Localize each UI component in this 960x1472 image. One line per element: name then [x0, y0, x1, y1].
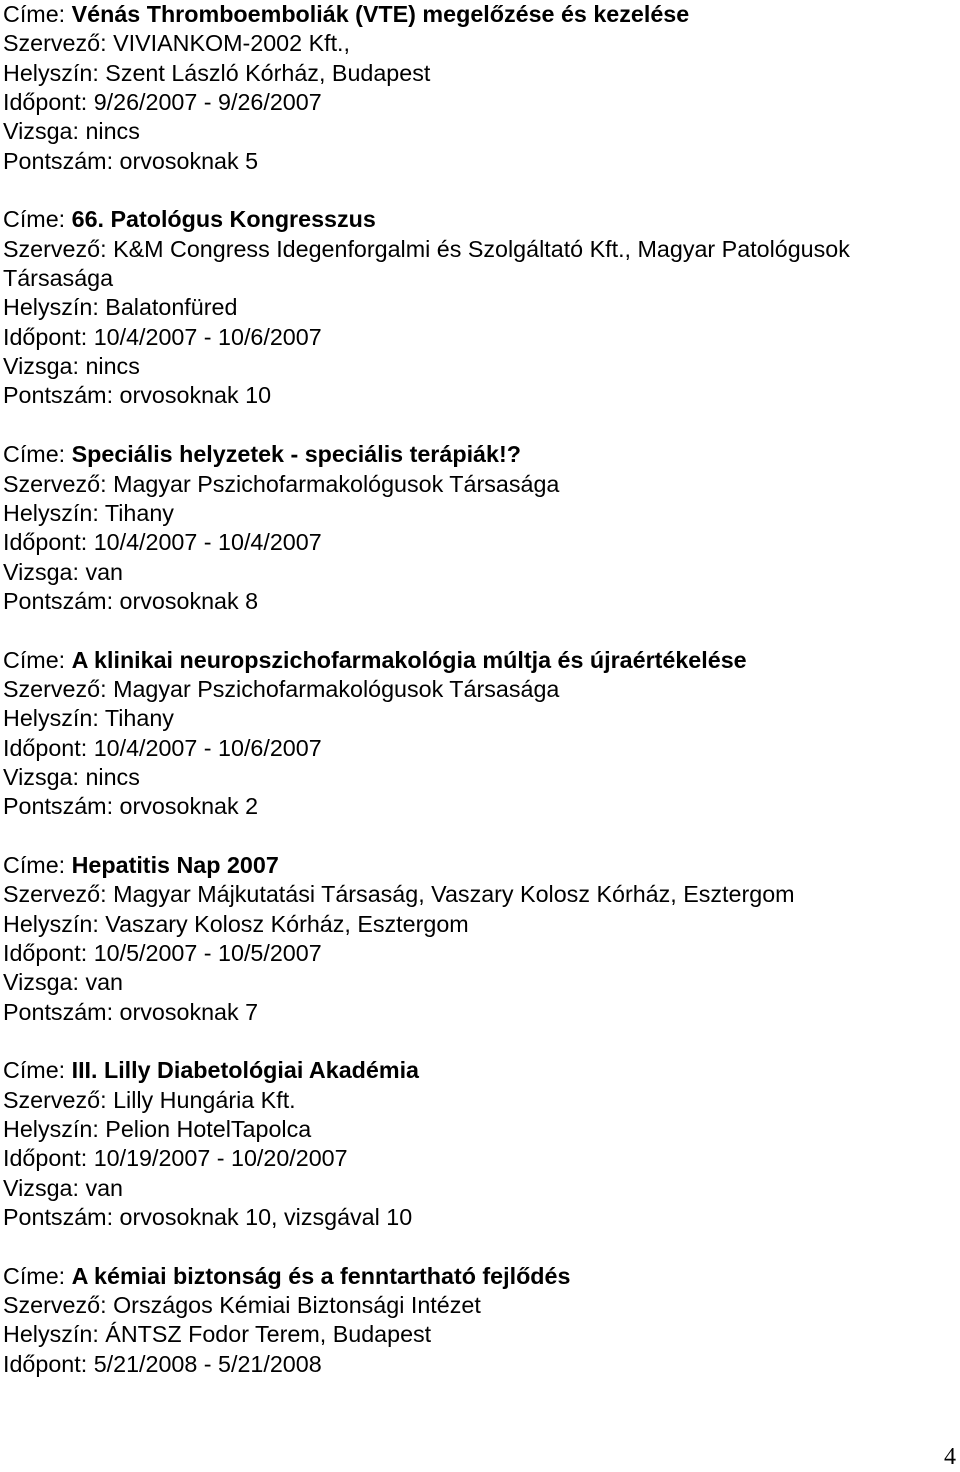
- exam-value: nincs: [85, 353, 140, 380]
- exam-label: Vizsga:: [3, 1174, 86, 1201]
- points-label: Pontszám:: [3, 998, 120, 1025]
- exam-line: [3, 117, 953, 146]
- organizer-value: K&M Congress Idegenforgalmi és Szolgáltató Kft., Magyar Patológusok Társasága: [3, 235, 850, 292]
- entry-spacer: [3, 822, 953, 851]
- course-entry: [3, 0, 953, 176]
- location-value: ÁNTSZ Fodor Terem, Budapest: [105, 1321, 432, 1348]
- organizer-line: [3, 235, 953, 294]
- organizer-line: [3, 1291, 953, 1320]
- organizer-value: Magyar Májkutatási Társaság, Vaszary Kolosz Kórház, Esztergom: [113, 881, 795, 908]
- entry-spacer: [3, 176, 953, 205]
- organizer-line: [3, 29, 953, 58]
- course-entry: [3, 440, 953, 616]
- date-line: [3, 323, 953, 352]
- location-label: Helyszín:: [3, 59, 106, 86]
- title-value: Hepatitis Nap 2007: [71, 851, 279, 878]
- points-line: [3, 1203, 953, 1232]
- location-line: [3, 293, 953, 322]
- points-value: orvosoknak 7: [119, 998, 259, 1025]
- entry-spacer: [3, 411, 953, 440]
- location-line: [3, 704, 953, 733]
- exam-label: Vizsga:: [3, 969, 86, 996]
- course-entry: [3, 1262, 953, 1379]
- date-value: 10/4/2007 - 10/4/2007: [93, 529, 322, 556]
- date-label: Időpont:: [3, 1145, 94, 1172]
- date-line: [3, 88, 953, 117]
- points-value: orvosoknak 8: [119, 587, 259, 614]
- date-label: Időpont:: [3, 734, 94, 761]
- title-line: [3, 646, 953, 675]
- page-number: 4: [944, 1444, 956, 1470]
- points-line: [3, 587, 953, 616]
- exam-line: [3, 1174, 953, 1203]
- points-label: Pontszám:: [3, 793, 120, 820]
- title-line: [3, 1056, 953, 1085]
- organizer-value: Magyar Pszichofarmakológusok Társasága: [113, 675, 560, 702]
- title-label: Címe:: [3, 206, 72, 233]
- location-value: Tihany: [104, 499, 174, 526]
- exam-value: van: [85, 1174, 124, 1201]
- points-label: Pontszám:: [3, 1204, 120, 1231]
- title-value: Vénás Thromboemboliák (VTE) megelőzése és kezelése: [71, 1, 690, 27]
- organizer-label: Szervező:: [3, 1086, 114, 1113]
- organizer-label: Szervező:: [3, 470, 114, 497]
- date-value: 5/21/2008 - 5/21/2008: [93, 1350, 322, 1377]
- location-value: Vaszary Kolosz Kórház, Esztergom: [105, 910, 469, 937]
- course-entry: [3, 851, 953, 1027]
- points-line: [3, 147, 953, 176]
- location-value: Pelion HotelTapolca: [105, 1116, 312, 1143]
- title-line: [3, 1262, 953, 1291]
- title-line: [3, 205, 953, 234]
- location-label: Helyszín:: [3, 705, 105, 732]
- entry-spacer: [3, 1232, 953, 1261]
- location-label: Helyszín:: [3, 1116, 106, 1143]
- exam-value: nincs: [85, 763, 140, 790]
- title-label: Címe:: [3, 1, 72, 27]
- title-line: [3, 0, 953, 29]
- location-line: [3, 910, 953, 939]
- points-line: [3, 381, 953, 410]
- organizer-line: [3, 1086, 953, 1115]
- organizer-label: Szervező:: [3, 675, 114, 702]
- title-value: A klinikai neuropszichofarmakológia múltja és újraértékelése: [71, 646, 747, 673]
- location-label: Helyszín:: [3, 294, 106, 321]
- title-label: Címe:: [3, 1057, 72, 1084]
- entry-spacer: [3, 1027, 953, 1056]
- organizer-label: Szervező:: [3, 235, 114, 262]
- title-value: Speciális helyzetek - speciális terápiák!?: [71, 441, 521, 468]
- date-line: [3, 528, 953, 557]
- document-body: [3, 0, 953, 1379]
- date-line: [3, 1350, 953, 1379]
- course-entry: [3, 205, 953, 410]
- date-value: 10/4/2007 - 10/6/2007: [93, 323, 322, 350]
- location-label: Helyszín:: [3, 910, 106, 937]
- points-value: orvosoknak 5: [119, 147, 259, 174]
- title-value: III. Lilly Diabetológiai Akadémia: [71, 1057, 419, 1084]
- points-label: Pontszám:: [3, 382, 120, 409]
- exam-line: [3, 763, 953, 792]
- title-line: [3, 851, 953, 880]
- date-value: 10/4/2007 - 10/6/2007: [93, 734, 322, 761]
- exam-line: [3, 968, 953, 997]
- points-value: orvosoknak 10, vizsgával 10: [119, 1204, 413, 1231]
- location-line: [3, 1115, 953, 1144]
- organizer-value: Országos Kémiai Biztonsági Intézet: [113, 1292, 481, 1319]
- exam-label: Vizsga:: [3, 353, 86, 380]
- title-label: Címe:: [3, 1262, 72, 1289]
- organizer-line: [3, 880, 953, 909]
- location-label: Helyszín:: [3, 499, 105, 526]
- points-value: orvosoknak 10: [119, 382, 272, 409]
- organizer-value: Lilly Hungária Kft.: [113, 1086, 296, 1113]
- location-line: [3, 59, 953, 88]
- exam-value: van: [85, 969, 124, 996]
- exam-line: [3, 352, 953, 381]
- organizer-label: Szervező:: [3, 1292, 114, 1319]
- exam-value: van: [85, 558, 124, 585]
- date-label: Időpont:: [3, 1350, 94, 1377]
- exam-label: Vizsga:: [3, 558, 86, 585]
- date-line: [3, 734, 953, 763]
- location-line: [3, 1320, 953, 1349]
- title-label: Címe:: [3, 646, 72, 673]
- date-label: Időpont:: [3, 323, 94, 350]
- location-line: [3, 499, 953, 528]
- date-label: Időpont:: [3, 940, 94, 966]
- points-line: [3, 998, 953, 1027]
- organizer-line: [3, 675, 953, 704]
- organizer-value: Magyar Pszichofarmakológusok Társasága: [113, 470, 560, 497]
- course-entry: [3, 1056, 953, 1232]
- location-value: Tihany: [104, 705, 174, 732]
- exam-line: [3, 558, 953, 587]
- date-line: [3, 1144, 953, 1173]
- title-label: Címe:: [3, 851, 72, 878]
- organizer-label: Szervező:: [3, 881, 114, 908]
- location-label: Helyszín:: [3, 1321, 106, 1348]
- title-value: 66. Patológus Kongresszus: [71, 206, 376, 233]
- points-value: orvosoknak 2: [119, 793, 259, 820]
- entry-spacer: [3, 616, 953, 645]
- location-value: Balatonfüred: [105, 294, 238, 321]
- points-line: [3, 792, 953, 821]
- location-value: Szent László Kórház, Budapest: [105, 59, 431, 86]
- date-value: 10/5/2007 - 10/5/2007: [93, 940, 322, 966]
- date-value: 9/26/2007 - 9/26/2007: [93, 89, 322, 116]
- exam-label: Vizsga:: [3, 763, 86, 790]
- date-label: Időpont:: [3, 89, 94, 116]
- exam-label: Vizsga:: [3, 118, 86, 145]
- organizer-value: VIVIANKOM-2002 Kft.,: [113, 30, 351, 57]
- course-entry: [3, 646, 953, 822]
- date-label: Időpont:: [3, 529, 94, 556]
- organizer-line: [3, 470, 953, 499]
- date-line: [3, 939, 953, 968]
- points-label: Pontszám:: [3, 147, 120, 174]
- title-value: A kémiai biztonság és a fenntartható fejlődés: [71, 1262, 571, 1289]
- exam-value: nincs: [85, 118, 140, 145]
- date-value: 10/19/2007 - 10/20/2007: [93, 1145, 348, 1172]
- title-label: Címe:: [3, 441, 72, 468]
- points-label: Pontszám:: [3, 587, 120, 614]
- title-line: [3, 440, 953, 469]
- organizer-label: Szervező:: [3, 30, 114, 57]
